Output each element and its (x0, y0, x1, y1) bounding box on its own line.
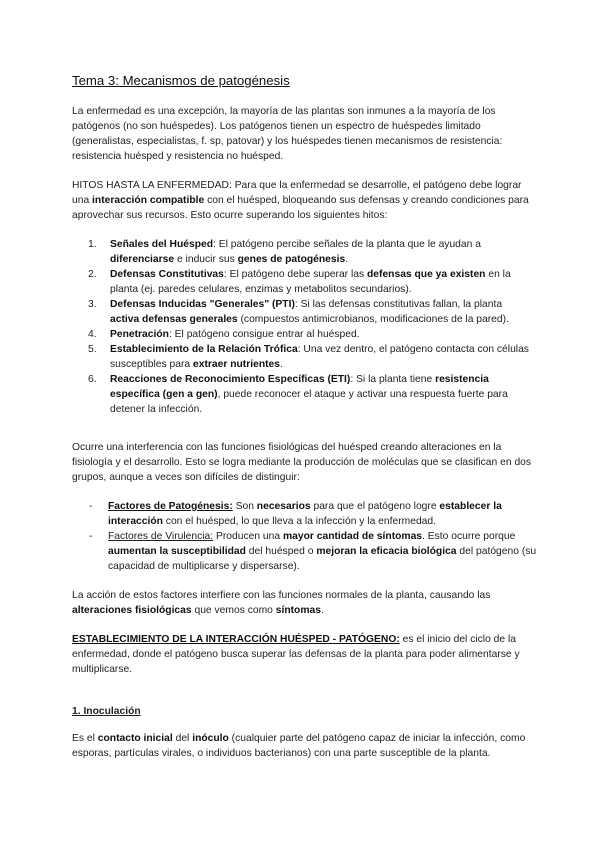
hitos-intro-paragraph: HITOS HASTA LA ENFERMEDAD: Para que la enfermedad se desarrolle, el patógeno debe lograr una interacción compatible con el huésped, bloqueando sus defensas y creando condiciones para aprovechar sus recursos. Esto ocurre superando los siguientes hitos: (72, 180, 529, 221)
establecimiento-paragraph: ESTABLECIMIENTO DE LA INTERACCIÓN HUÉSPED - PATÓGENO: es el inicio del ciclo de la enfermedad, donde el patógeno busca superar las defensas de la planta para poder alimentarse y multiplicarse. (72, 634, 520, 675)
inoculacion-heading: 1. Inoculación (72, 706, 141, 717)
list-dash: - (89, 531, 93, 542)
hitos-list (72, 237, 532, 417)
inoculacion-paragraph: Es el contacto inicial del inóculo (cualquier parte del patógeno capaz de iniciar la infección, como esporas, partículas virales, o individuos bacterianos) con una parte susceptible de la planta. (72, 733, 526, 759)
page-title: Tema 3: Mecanismos de patogénesis (72, 73, 290, 88)
hito-number: 5. (88, 344, 97, 355)
interferencia-paragraph: Ocurre una interferencia con las funciones fisiológicas del huésped creando alteraciones en la fisiología y el desarrollo. Esto se logra mediante la producción de moléculas que se clasifican en dos grupos, aunque a veces son difíciles de distinguir: (72, 442, 532, 483)
hito-item: 2. Defensas Constitutivas: El patógeno debe superar las defensas que ya existen en la planta (ej. paredes celulares, enzimas y metabolitos secundarios). (88, 269, 511, 295)
factor-item: - Factores de Virulencia: Producen una mayor cantidad de síntomas. Esto ocurre porque aumentan la susceptibilidad del huésped o mejoran la eficacia biológica del patógeno (su capacidad de multiplicarse y dispersarse). (89, 531, 537, 572)
establecimiento-heading: ESTABLECIMIENTO DE LA INTERACCIÓN HUÉSPED - PATÓGENO: (72, 634, 400, 645)
factor-item: - Factores de Patogénesis: Son necesarios para que el patógeno logre establecer la interacción con el huésped, lo que lleva a la infección y la enfermedad. (89, 501, 502, 527)
hito-item: 4. Penetración: El patógeno consigue entrar al huésped. (88, 329, 360, 340)
hito-number: 3. (88, 299, 97, 310)
hito-number: 4. (88, 329, 97, 340)
hito-number: 6. (88, 374, 97, 385)
intro-paragraph: La enfermedad es una excepción, la mayoría de las plantas son inmunes a la mayoría de los patógenos (no son huéspedes). Los patógenos tienen un espectro de huéspedes limitado (generalistas, especialistas, f. sp, patovar) y los huéspedes tienen mecanismos de resistencia: resistencia huésped y resistencia no huésped. (72, 106, 503, 162)
factores-list (72, 499, 542, 574)
hito-item: 3. Defensas Inducidas "Generales" (PTI): Si las defensas constitutivas fallan, la planta activa defensas generales (compuestos antimicrobianos, modificaciones de la pared). (88, 299, 509, 325)
hito-item: 5. Establecimiento de la Relación Trófica: Una vez dentro, el patógeno contacta con células susceptibles para extraer nutrientes. (88, 344, 529, 370)
hito-number: 2. (88, 269, 97, 280)
hito-number: 1. (88, 239, 97, 250)
list-dash: - (89, 501, 93, 512)
hito-item: 1. Señales del Huésped: El patógeno percibe señales de la planta que le ayudan a diferenciarse e inducir sus genes de patogénesis. (88, 239, 481, 265)
hito-item: 6. Reacciones de Reconocimiento Específicas (ETI): Si la planta tiene resistencia específica (gen a gen), puede reconocer el ataque y activar una respuesta fuerte para detener la infección. (88, 374, 508, 415)
accion-paragraph: La acción de estos factores interfiere con las funciones normales de la planta, causando las alteraciones fisiológicas que vemos como síntomas. (72, 590, 491, 616)
